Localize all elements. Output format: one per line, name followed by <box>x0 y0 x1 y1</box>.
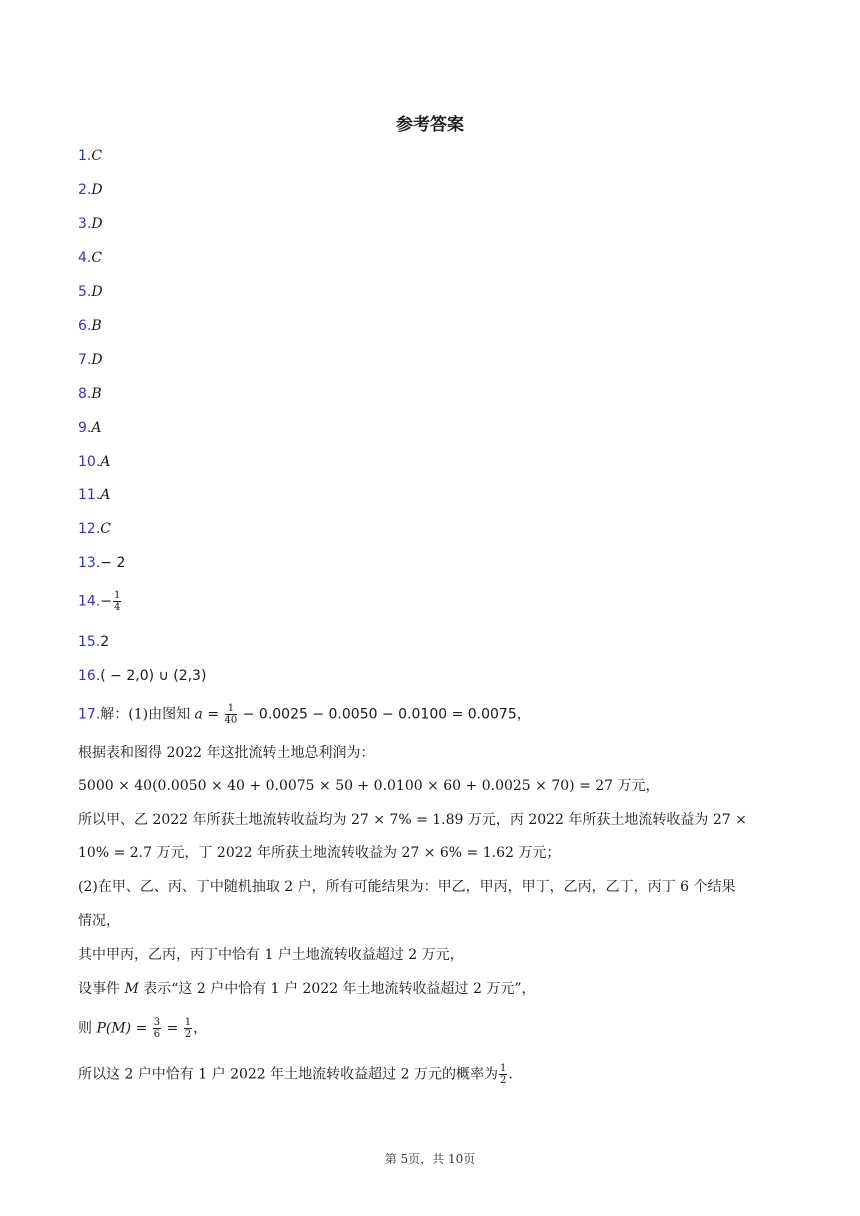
answer-number: 14. <box>78 593 101 610</box>
answer-value: A <box>100 454 111 470</box>
solution-line: 情况， <box>78 913 120 929</box>
answer-number: 7. <box>78 352 92 368</box>
answer-item <box>78 146 102 166</box>
answer-value: D <box>91 182 103 198</box>
solution-text: . <box>508 1066 513 1083</box>
page-title: 参考答案 <box>396 115 464 135</box>
answer-value: 2 <box>100 634 110 650</box>
answer-number: 6. <box>78 318 92 334</box>
answer-number: 4. <box>78 250 92 266</box>
answer-item <box>78 666 206 686</box>
solution-line <box>78 1063 513 1086</box>
solution-text: 表示“这 2 户中恰有 1 户 2022 年土地流转收益超过 2 万元”， <box>138 981 536 997</box>
fraction: $\frac{3}{6}$ <box>153 1017 161 1040</box>
solution-line <box>78 703 531 726</box>
answer-value: − 2 <box>100 555 126 571</box>
solution-line: 5000 × 40(0.0050 × 40 + 0.0075 × 50 + 0.0100 × 60 + 0.0025 × 70) = 27 万元， <box>78 778 660 794</box>
fraction: $\frac{1}{2}$ <box>184 1017 192 1040</box>
answer-item <box>78 553 125 573</box>
answer-item <box>78 632 109 652</box>
solution-line: 所以甲、乙 2022 年所获土地流转收益均为 27 × 7% = 1.89 万元，丙 2022 年所获土地流转收益为 27 × <box>78 812 747 828</box>
solution-line: 根据表和图得 2022 年这批流转土地总利润为： <box>78 745 375 761</box>
solution-line <box>78 979 536 999</box>
math-variable: P(M) <box>96 1020 132 1037</box>
answer-item <box>78 485 110 505</box>
answer-item <box>78 316 102 336</box>
answer-number: 1. <box>78 148 92 164</box>
solution-text: 解：(1)由图知 <box>100 706 195 723</box>
answer-value: C <box>91 250 103 266</box>
answer-number: 11. <box>78 487 101 503</box>
answer-item <box>78 418 101 438</box>
solution-text: = <box>202 706 224 723</box>
math-variable: a <box>194 706 203 723</box>
answer-item <box>78 180 103 200</box>
answer-number: 9. <box>78 420 92 436</box>
answer-value: D <box>91 352 103 368</box>
solution-text: 设事件 <box>78 981 125 997</box>
solution-line <box>78 1017 207 1040</box>
answer-value: ( − 2,0) ∪ (2,3) <box>100 668 207 684</box>
answer-value: B <box>91 386 102 402</box>
answer-value: B <box>91 318 102 334</box>
solution-text: 所以这 2 户中恰有 1 户 2022 年土地流转收益超过 2 万元的概率为 <box>78 1066 498 1083</box>
answer-item <box>78 248 102 268</box>
answer-number: 5. <box>78 284 92 300</box>
answer-number: 3. <box>78 216 92 232</box>
answer-number: 15. <box>78 634 101 650</box>
answer-item <box>78 452 110 472</box>
answer-value: A <box>91 420 102 436</box>
solution-line: 其中甲丙，乙丙，丙丁中恰有 1 户土地流转收益超过 2 万元， <box>78 947 464 963</box>
solution-text: − 0.0025 − 0.0050 − 0.0100 = 0.0075， <box>238 706 531 723</box>
solution-line: (2)在甲、乙、丙、丁中随机抽取 2 户，所有可能结果为：甲乙，甲丙，甲丁，乙丙，乙丁，丙丁 6 个结果 <box>78 879 736 895</box>
answer-number: 13. <box>78 555 101 571</box>
answer-value: C <box>91 148 103 164</box>
page-footer: 第 5页，共 10页 <box>384 1152 476 1166</box>
fraction: $\frac{1}{4}$ <box>114 590 121 613</box>
solution-text: = <box>162 1020 183 1037</box>
answer-value: D <box>91 284 103 300</box>
answer-value: − <box>100 593 112 610</box>
answer-item <box>78 214 103 234</box>
answer-item <box>78 590 122 613</box>
answer-number: 8. <box>78 386 92 402</box>
answer-item <box>78 519 111 539</box>
answer-item <box>78 384 102 404</box>
solution-text: ， <box>193 1020 208 1037</box>
answer-value: C <box>100 521 111 537</box>
answer-number: 2. <box>78 182 92 198</box>
answer-number: 10. <box>78 454 101 470</box>
answer-number: 17. <box>78 706 101 723</box>
answer-value: A <box>100 487 111 503</box>
fraction: $\frac{1}{2}$ <box>499 1063 507 1086</box>
solution-line: 10% = 2.7 万元，丁 2022 年所获土地流转收益为 27 × 6% = 1.62 万元； <box>78 845 561 861</box>
solution-text: 则 <box>78 1020 97 1037</box>
math-variable: M <box>124 981 139 997</box>
answer-item <box>78 350 103 370</box>
fraction: $\frac{1}{40}$ <box>224 703 238 726</box>
answer-item <box>78 282 103 302</box>
answer-number: 12. <box>78 521 101 537</box>
answer-number: 16. <box>78 668 101 684</box>
answer-value: D <box>91 216 103 232</box>
solution-text: = <box>131 1020 152 1037</box>
